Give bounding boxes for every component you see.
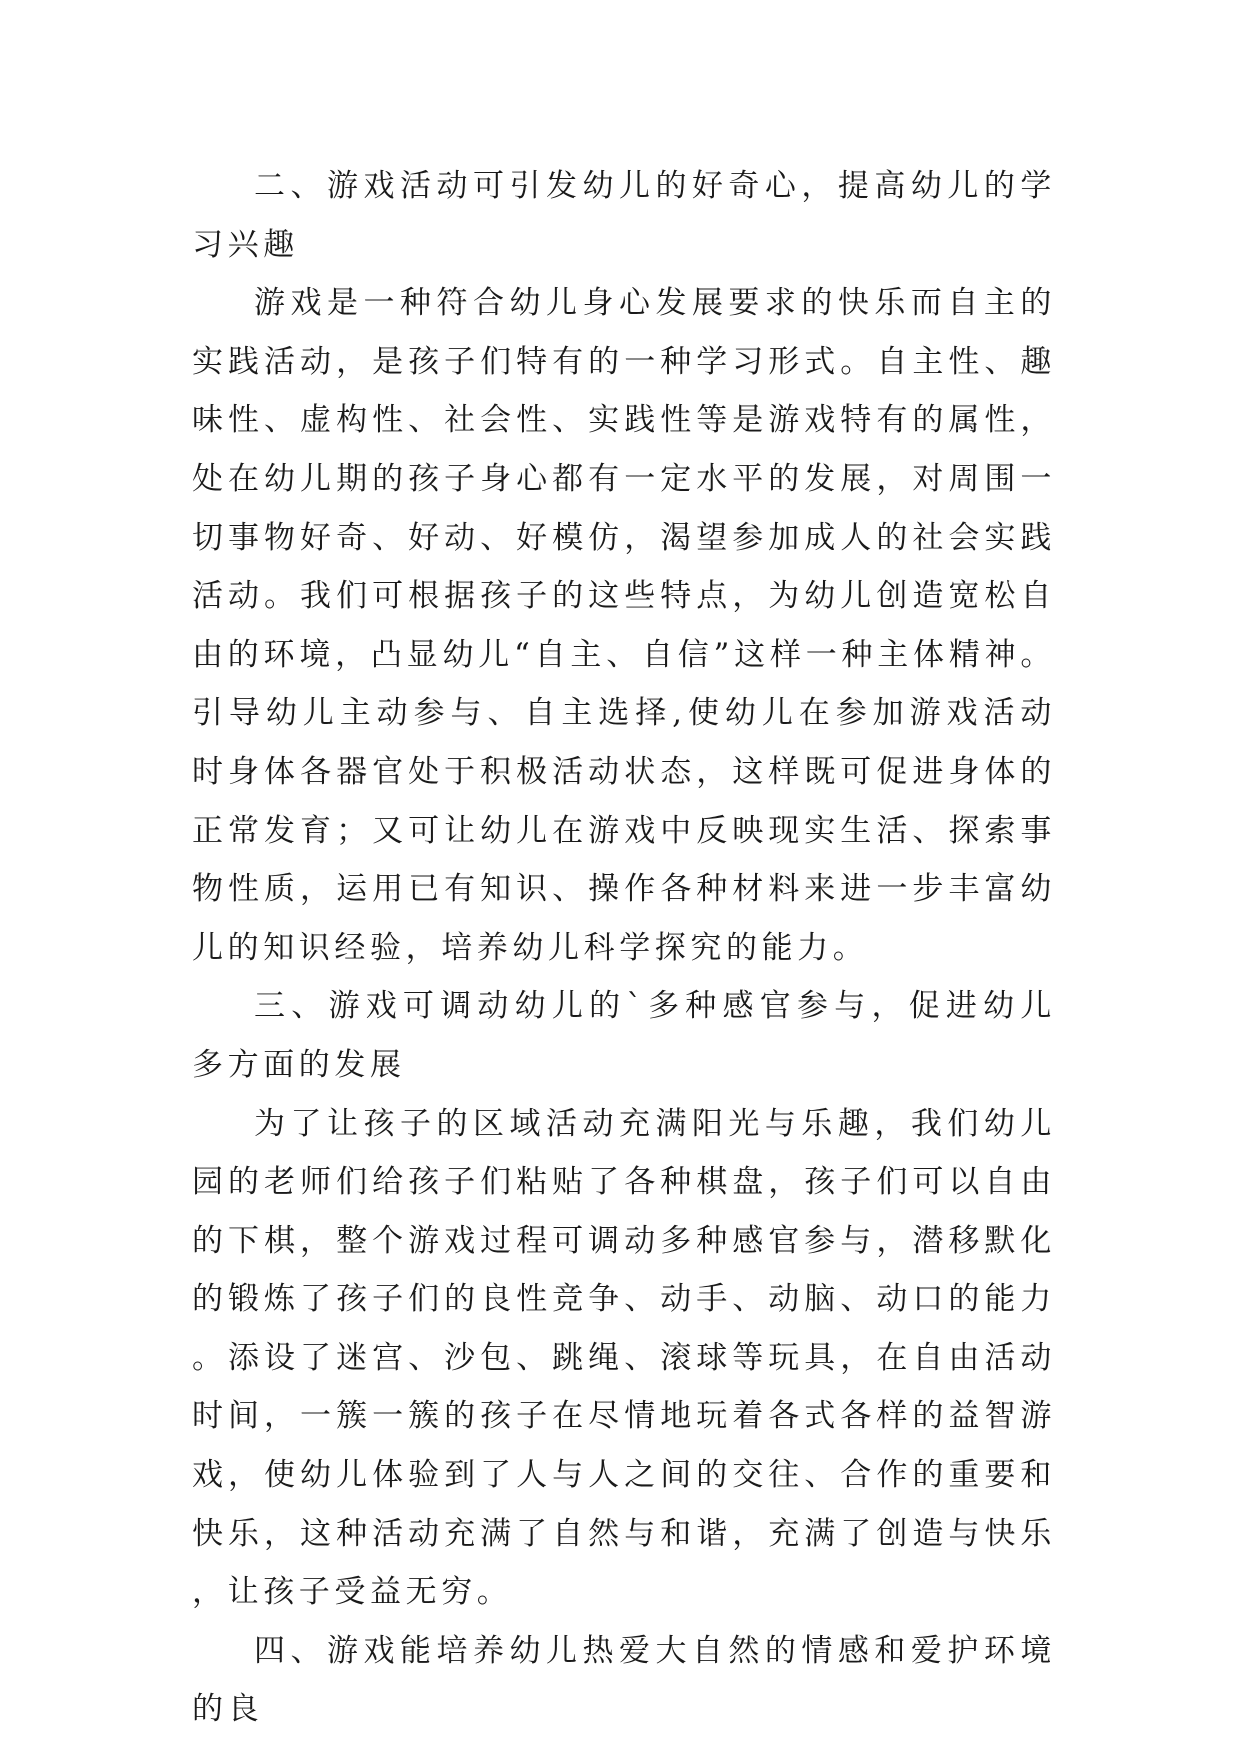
section-heading-4: 四、游戏能培养幼儿热爱大自然的情感和爱护环境的良 (192, 1632, 1056, 1728)
document-body (192, 157, 1056, 1739)
section-heading-3: 三、游戏可调动幼儿的`多种感官参与，促进幼儿多方面的发展 (192, 988, 1056, 1083)
body-paragraph: 为了让孩子的区域活动充满阳光与乐趣，我们幼儿园的老师们给孩子们粘贴了各种棋盘，孩子们可以自由的下棋，整个游戏过程可调动多种感官参与，潜移默化的锻炼了孩子们的良性竞争、动手、动脑、动口的能力。添设了迷宫、沙包、跳绳、滚球等玩具，在自由活动时间，一簇一簇的孩子在尽情地玩着各式各样的益智游戏，使幼儿体验到了人与人之间的交往、合作的重要和快乐，这种活动充满了自然与和谐，充满了创造与快乐，让孩子受益无穷。 (192, 1105, 1056, 1611)
body-paragraph: 游戏是一种符合幼儿身心发展要求的快乐而自主的实践活动，是孩子们特有的一种学习形式。自主性、趣味性、虚构性、社会性、实践性等是游戏特有的属性，处在幼儿期的孩子身心都有一定水平的发展，对周围一切事物好奇、好动、好模仿，渴望参加成人的社会实践活动。我们可根据孩子的这些特点，为幼儿创造宽松自由的环境，凸显幼儿“自主、自信”这样一种主体精神。引导幼儿主动参与、自主选择,使幼儿在参加游戏活动时身体各器官处于积极活动状态，这样既可促进身体的正常发育；又可让幼儿在游戏中反映现实生活、探索事物性质，运用已有知识、操作各种材料来进一步丰富幼儿的知识经验，培养幼儿科学探究的能力。 (192, 285, 1056, 966)
section-heading-2: 二、游戏活动可引发幼儿的好奇心，提高幼儿的学习兴趣 (192, 168, 1056, 263)
